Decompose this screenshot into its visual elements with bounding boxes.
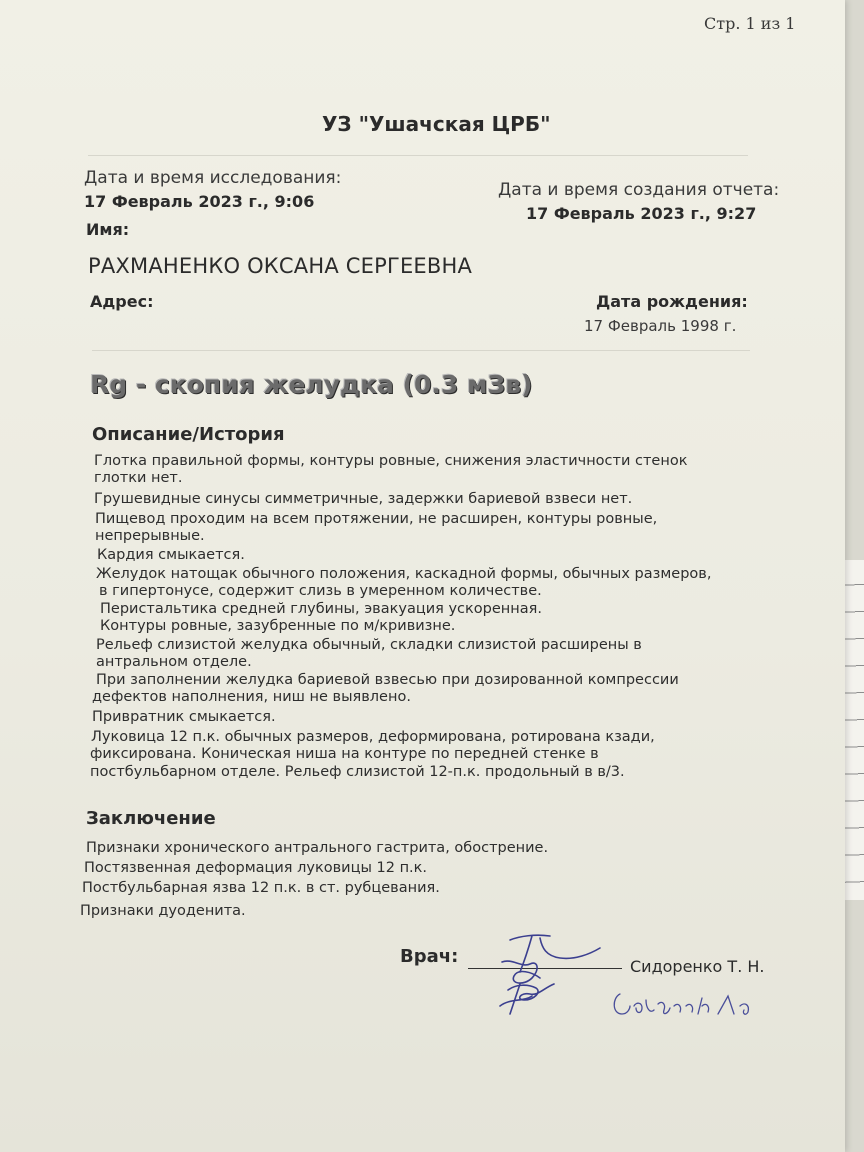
patient-divider (92, 350, 750, 351)
birth-date-label: Дата рождения: (596, 292, 748, 311)
description-line: Пищевод проходим на всем протяжении, не расширен, контуры ровные, (95, 511, 658, 527)
description-line: Кардия смыкается. (97, 547, 245, 563)
description-line: антральном отделе. (96, 654, 252, 670)
header-divider (88, 155, 748, 156)
doctor-label: Врач: (400, 946, 459, 967)
address-label: Адрес: (90, 292, 154, 311)
description-line: Привратник смыкается. (92, 709, 276, 725)
patient-name: РАХМАНЕНКО ОКСАНА СЕРГЕЕВНА (88, 254, 473, 278)
report-datetime-value: 17 Февраль 2023 г., 9:27 (526, 204, 757, 223)
description-line: Перистальтика средней глубины, эвакуация ускоренная. (100, 601, 542, 617)
handwritten-annotation (606, 984, 766, 1024)
doctor-name: Сидоренко Т. Н. (630, 957, 765, 976)
report-datetime-label: Дата и время создания отчета: (498, 180, 780, 200)
description-line: дефектов наполнения, ниш не выявлено. (92, 689, 411, 705)
name-label: Имя: (86, 220, 130, 239)
organization-title: УЗ "Ушачская ЦРБ" (322, 112, 551, 136)
description-line: При заполнении желудка бариевой взвесью при дозированной компрессии (96, 672, 679, 688)
description-line: в гипертонусе, содержит слизь в умеренном количестве. (99, 583, 542, 599)
description-line: постбульбарном отделе. Рельеф слизистой 12-п.к. продольный в в/3. (90, 764, 625, 780)
description-line: Контуры ровные, зазубренные по м/кривизне. (100, 618, 456, 634)
description-line: Луковица 12 п.к. обычных размеров, деформирована, ротирована кзади, (91, 729, 655, 745)
description-line: Желудок натощак обычного положения, каскадной формы, обычных размеров, (96, 566, 712, 582)
description-line: фиксирована. Коническая ниша на контуре по передней стенке в (90, 746, 599, 762)
study-datetime-value: 17 Февраль 2023 г., 9:06 (84, 192, 315, 211)
signature-ink (480, 928, 620, 1024)
study-datetime-label: Дата и время исследования: (84, 168, 342, 188)
description-line: Глотка правильной формы, контуры ровные, снижения эластичности стенок (94, 453, 688, 469)
conclusion-line: Признаки хронического антрального гастрита, обострение. (86, 840, 549, 856)
conclusion-line: Постязвенная деформация луковицы 12 п.к. (84, 860, 428, 876)
description-line: непрерывные. (95, 528, 205, 544)
page-number: Стр. 1 из 1 (704, 14, 796, 33)
exam-title: Rg - скопия желудка (0.3 мЗв) (90, 370, 533, 399)
description-line: Рельеф слизистой желудка обычный, складки слизистой расширены в (96, 637, 642, 653)
description-heading: Описание/История (92, 424, 285, 445)
conclusion-line: Постбульбарная язва 12 п.к. в ст. рубцевания. (82, 880, 440, 896)
description-line: Грушевидные синусы симметричные, задержки бариевой взвеси нет. (94, 491, 633, 507)
conclusion-heading: Заключение (86, 808, 216, 829)
description-line: глотки нет. (94, 470, 183, 486)
birth-date-value: 17 Февраль 1998 г. (584, 317, 737, 335)
conclusion-line: Признаки дуоденита. (80, 903, 246, 919)
